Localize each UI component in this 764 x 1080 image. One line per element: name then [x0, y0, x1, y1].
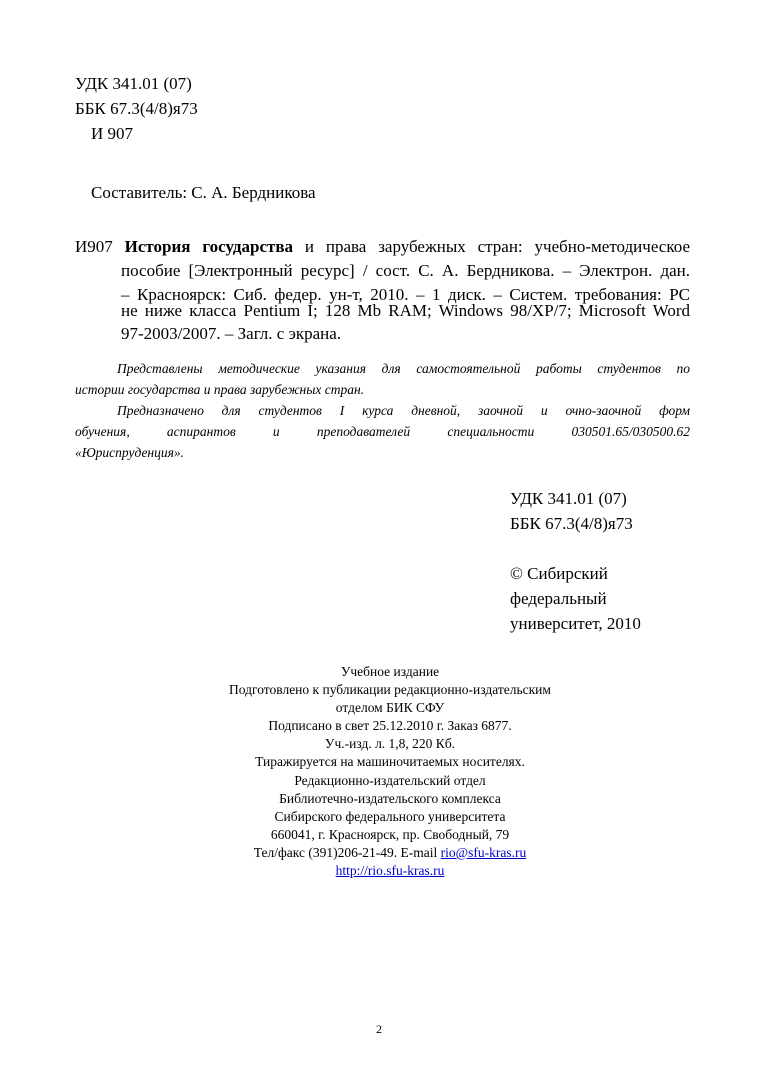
author-mark-top: И 907: [91, 124, 134, 143]
imprint-line: Учебное издание: [340, 664, 440, 679]
imprint-line: Редакционно-издательский отдел: [294, 772, 486, 788]
annotation-p2-line3: «Юриспруденция».: [75, 445, 185, 460]
website-link[interactable]: http://rio.sfu-kras.ru: [335, 863, 445, 879]
imprint-contact-line: [140, 844, 640, 862]
udc-right: УДК 341.01 (07): [510, 489, 627, 508]
compiler-line: Составитель: С. А. Бердникова: [91, 183, 316, 202]
imprint-url-line: [140, 862, 640, 880]
entry-title: История государства: [124, 237, 294, 256]
email-link[interactable]: rio@sfu-kras.ru: [440, 844, 527, 860]
bibliographic-entry: [75, 236, 690, 257]
imprint-line: Подписано в свет 25.12.2010 г. Заказ 6877.: [268, 718, 512, 734]
imprint-block: [140, 663, 640, 880]
entry-line-2: пособие [Электронный ресурс] / сост. С. А. Бердникова. – Электрон. дан.: [121, 261, 690, 280]
copyright-line2: федеральный: [510, 589, 607, 608]
imprint-line: Тиражируется на машиночитаемых носителях.: [255, 754, 525, 770]
imprint-line: отделом БИК СФУ: [335, 700, 445, 716]
entry-line-1: [75, 236, 690, 257]
annotation-p2-line1: Предназначено для студентов I курса дневной, заочной и очно-заочной форм: [117, 403, 690, 418]
bbk-top: ББК 67.3(4/8)я73: [75, 99, 198, 118]
annotation-p1-line2: истории государства и права зарубежных стран.: [75, 382, 365, 397]
entry-line-5: 97-2003/2007. – Загл. с экрана.: [121, 324, 342, 343]
copyright-line1: © Сибирский: [510, 564, 608, 583]
imprint-line: Уч.-изд. л. 1,8, 220 Кб.: [324, 736, 456, 752]
bbk-right: ББК 67.3(4/8)я73: [510, 514, 633, 533]
entry-line-3: – Красноярск: Сиб. федер. ун-т, 2010. – 1 диск. – Систем. требования: PC: [121, 285, 690, 304]
imprint-line: 660041, г. Красноярск, пр. Свободный, 79: [270, 826, 510, 842]
entry-line-1-rest: и права зарубежных стран: учебно-методическое: [293, 237, 690, 256]
page-number: 2: [376, 1022, 382, 1036]
udc-top: УДК 341.01 (07): [75, 74, 192, 93]
entry-line-4: не ниже класса Pentium I; 128 Mb RAM; Windows 98/XP/7; Microsoft Word: [121, 301, 690, 320]
imprint-line: Библиотечно-издательского комплекса: [279, 790, 501, 806]
copyright-line3: университет, 2010: [510, 614, 641, 633]
entry-code: И907: [75, 237, 113, 256]
phone-fax-text: Тел/факс (391)206-21-49. E-mail: [253, 844, 441, 860]
imprint-line: Сибирского федерального университета: [274, 808, 506, 824]
annotation-p1-line1: Представлены методические указания для самостоятельной работы студентов по: [117, 361, 690, 376]
imprint-line: Подготовлено к публикации редакционно-издательским: [229, 682, 551, 698]
annotation-p2-line2: обучения, аспирантов и преподавателей специальности 030501.65/030500.62: [75, 424, 690, 439]
